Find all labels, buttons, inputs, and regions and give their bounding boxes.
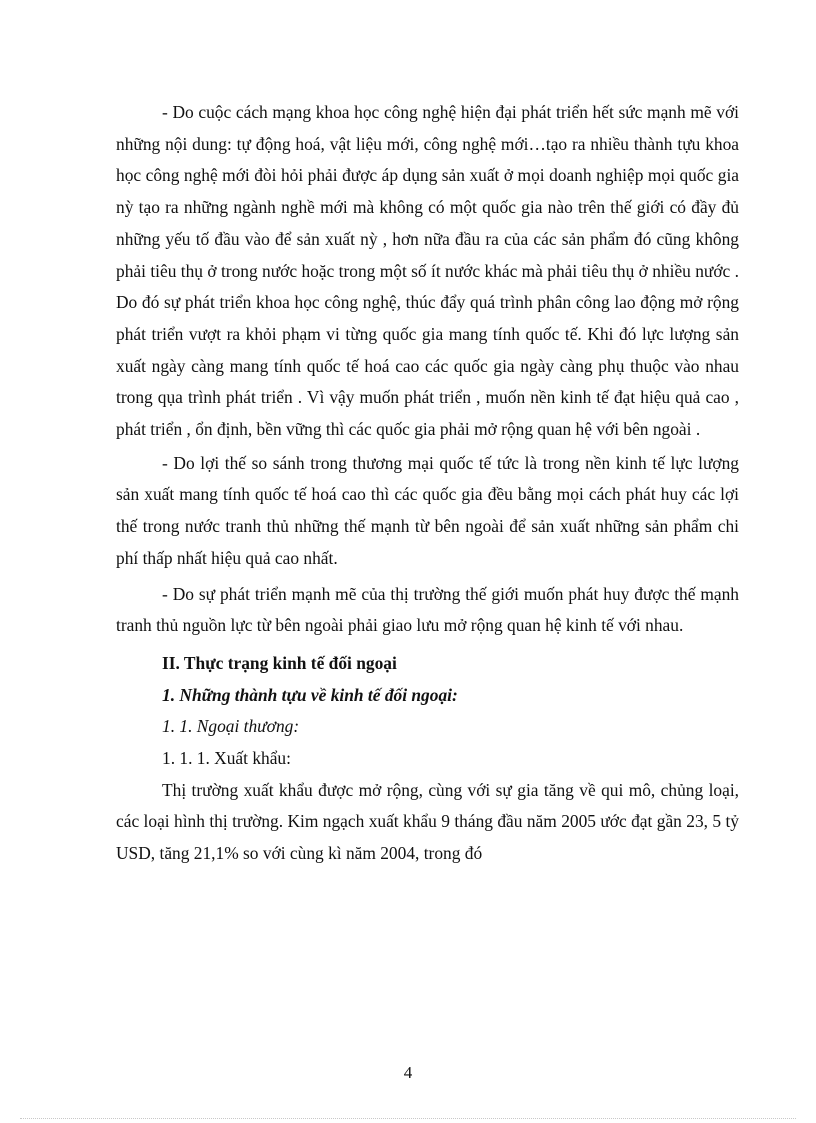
page-body bbox=[116, 97, 739, 870]
subsection-heading-achievements: 1. Những thành tựu về kinh tế đối ngoại: bbox=[162, 684, 458, 705]
page-number: 4 bbox=[403, 1063, 413, 1082]
page-bottom-divider bbox=[20, 1118, 796, 1119]
paragraph-comparative-advantage: - Do lợi thế so sánh trong thương mại quốc tế tức là trong nền kinh tế lực lượng sản xuất mang tính quốc tế hoá cao thì các quốc gia đều bằng mọi cách phát huy các lợi thế trong nước tranh thủ những thế mạnh từ bên ngoài để sản xuất những sản phẩm chi phí thấp nhất hiệu quả cao nhất. bbox=[116, 452, 739, 568]
subsection-heading-foreign-trade: 1. 1. Ngoại thương: bbox=[162, 716, 300, 737]
subsection-heading-export: 1. 1. 1. Xuất khẩu: bbox=[162, 748, 291, 769]
paragraph-world-market: - Do sự phát triển mạnh mẽ của thị trường thế giới muốn phát huy được thế mạnh tranh thủ nguồn lực từ bên ngoài phải giao lưu mở rộng quan hệ kinh tế với nhau. bbox=[116, 583, 739, 636]
paragraph-export-market: Thị trường xuất khẩu được mở rộng, cùng với sự gia tăng về qui mô, chủng loại, các loại hình thị trường. Kim ngạch xuất khẩu 9 tháng đầu năm 2005 ước đạt gần 23, 5 tỷ USD, tăng 21,1% so với cùng kì năm 2004, trong đó bbox=[116, 779, 739, 864]
section-heading-ii: II. Thực trạng kinh tế đối ngoại bbox=[162, 652, 397, 673]
paragraph-science-technology: - Do cuộc cách mạng khoa học công nghệ hiện đại phát triển hết sức mạnh mẽ với những nội dung: tự động hoá, vật liệu mới, công nghệ mới…tạo ra nhiều thành tựu khoa học công nghệ mới đòi hỏi phải được áp dụng sản xuất ở mọi doanh nghiệp mọi quốc gia nỳ tạo ra những ngành nghề mới mà không có một quốc gia nào trên thế giới có đầy đủ những yếu tố đầu vào để sản xuất nỳ , hơn nữa đầu ra của các sản phẩm đó cũng không phải tiêu thụ ở trong nước hoặc trong một số ít nước khác mà phải tiêu thụ ở nhiều nước . Do đó sự phát triển khoa học công nghệ, thúc đẩy quá trình phân công lao động mở rộng phát triển vượt ra khỏi phạm vi từng quốc gia mang tính quốc tế. Khi đó lực lượng sản xuất ngày càng mang tính quốc tế hoá cao các quốc gia ngày càng phụ thuộc vào nhau trong qụa trình phát triển . Vì vậy muốn phát triển , muốn nền kinh tế đạt hiệu quả cao , phát triển , ổn định, bền vững thì các quốc gia phải mở rộng quan hệ với bên ngoài . bbox=[116, 102, 739, 440]
